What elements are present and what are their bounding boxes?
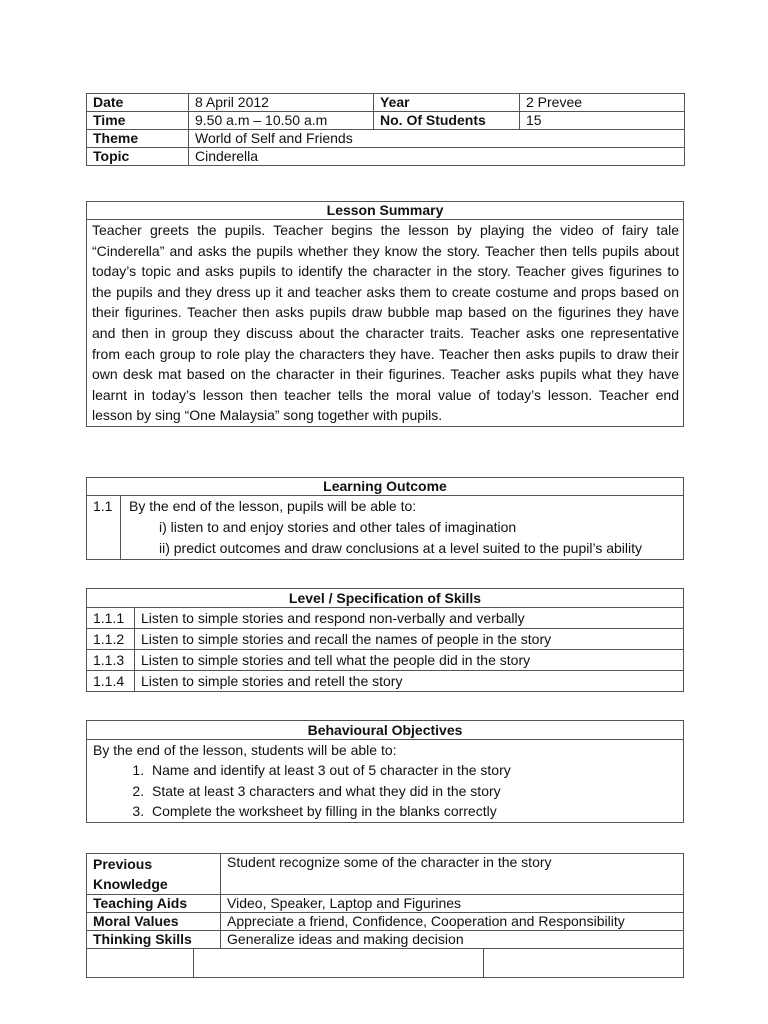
objectives-content <box>87 740 684 823</box>
objective-item: 3. Complete the worksheet by filling in the blanks correctly <box>148 801 677 822</box>
empty-cell <box>194 949 484 978</box>
lesson-extras-table <box>86 853 684 978</box>
lesson-summary-heading: Lesson Summary <box>87 202 684 220</box>
previous-knowledge-label: Previous Knowledge <box>87 854 221 895</box>
skills-table <box>86 588 684 692</box>
behavioural-objectives-table <box>86 720 684 823</box>
outcome-item: i) listen to and enjoy stories and other tales of imagination <box>159 519 517 535</box>
skills-heading: Level / Specification of Skills <box>87 589 684 608</box>
empty-cell <box>87 949 194 978</box>
skill-code: 1.1.1 <box>87 608 135 629</box>
outcome-intro: By the end of the lesson, pupils will be able to: <box>129 498 417 514</box>
outcome-number: 1.1 <box>87 496 121 560</box>
lesson-summary-text: Teacher greets the pupils. Teacher begins the lesson by playing the video of fairy tale “Cinderella” and asks the pupils whether they know the story. Teacher then tells pupils about today’s topic and asks pupils to identify the character in the story. Teacher gives figurines to the pupils and they dress up it and teacher asks them to create costume and props based on their figurines. Teacher then asks pupils draw bubble map based on the figurines they have and then in group they discuss about the character traits. Teacher asks one representative from each group to role play the characters they have. Teacher then asks pupils to draw their own desk mat based on the character in their figurines. Teacher asks pupils what they have learnt in today’s lesson then teacher tells the moral value of today’s lesson. Teacher end lesson by sing “One Malaysia” song together with pupils. <box>87 220 684 427</box>
lesson-summary-table <box>86 201 684 427</box>
teaching-aids-label: Teaching Aids <box>87 895 221 913</box>
skill-text: Listen to simple stories and respond non-verbally and verbally <box>135 608 684 629</box>
skill-code: 1.1.2 <box>87 629 135 650</box>
outcome-item: ii) predict outcomes and draw conclusions at a level suited to the pupil’s ability <box>159 540 642 556</box>
topic-value: Cinderella <box>189 148 685 166</box>
teaching-aids-value: Video, Speaker, Laptop and Figurines <box>221 895 684 913</box>
theme-label: Theme <box>87 130 189 148</box>
thinking-skills-value: Generalize ideas and making decision <box>221 931 684 949</box>
skill-text: Listen to simple stories and tell what the people did in the story <box>135 650 684 671</box>
year-label: Year <box>374 94 520 112</box>
objectives-list <box>93 760 677 822</box>
outcome-content <box>121 496 684 560</box>
year-value: 2 Prevee <box>520 94 685 112</box>
learning-outcome-table <box>86 477 684 560</box>
topic-label: Topic <box>87 148 189 166</box>
skill-code: 1.1.4 <box>87 671 135 692</box>
theme-value: World of Self and Friends <box>189 130 685 148</box>
students-value: 15 <box>520 112 685 130</box>
lesson-info-table <box>86 93 685 166</box>
objectives-intro: By the end of the lesson, students will be able to: <box>93 742 397 758</box>
date-value: 8 April 2012 <box>189 94 374 112</box>
skill-code: 1.1.3 <box>87 650 135 671</box>
empty-cell <box>484 949 684 978</box>
date-label: Date <box>87 94 189 112</box>
objectives-heading: Behavioural Objectives <box>87 721 684 740</box>
time-value: 9.50 a.m – 10.50 a.m <box>189 112 374 130</box>
learning-outcome-heading: Learning Outcome <box>87 478 684 496</box>
skill-text: Listen to simple stories and recall the names of people in the story <box>135 629 684 650</box>
moral-values-label: Moral Values <box>87 913 221 931</box>
students-label: No. Of Students <box>374 112 520 130</box>
objective-item: 1. Name and identify at least 3 out of 5 character in the story <box>148 760 677 781</box>
objective-item: 2. State at least 3 characters and what they did in the story <box>148 781 677 802</box>
previous-knowledge-value: Student recognize some of the character in the story <box>221 854 684 895</box>
skill-text: Listen to simple stories and retell the story <box>135 671 684 692</box>
moral-values-value: Appreciate a friend, Confidence, Cooperation and Responsibility <box>221 913 684 931</box>
thinking-skills-label: Thinking Skills <box>87 931 221 949</box>
time-label: Time <box>87 112 189 130</box>
